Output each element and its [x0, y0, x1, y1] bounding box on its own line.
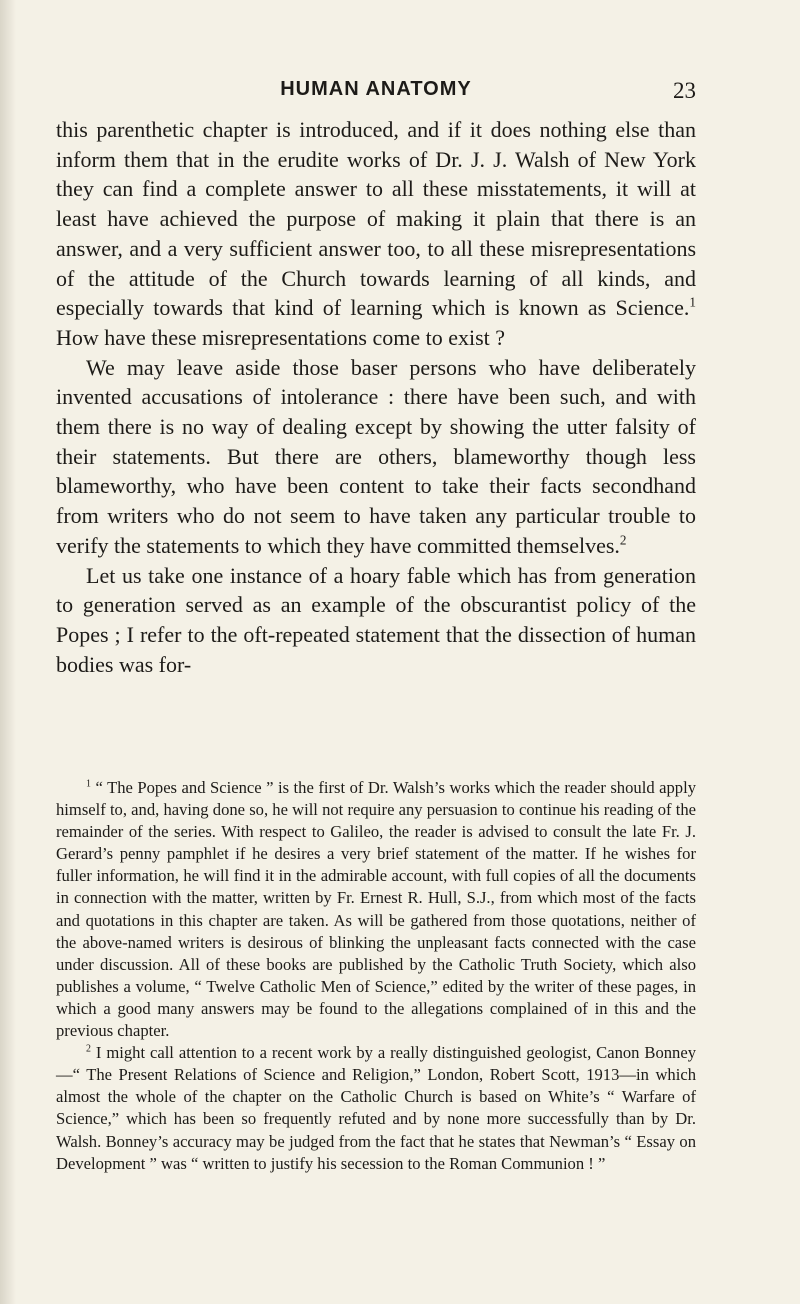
- running-title: HUMAN ANATOMY: [280, 78, 472, 100]
- footnote-ref-2: 2: [619, 532, 627, 548]
- paragraph-3: Let us take one instance of a hoary fable which has from generation to generation served as an example of the obscurantist policy of the Popes ; I refer to the oft-repeated statement that the dissection of human bodies was for-: [56, 562, 696, 677]
- paragraph-2-text: We may leave aside those baser persons who have deliberately invented accusations of intolerance : there have been such, and with them there is no way of dealing except by showing the utter falsity of their statements. But there are others, blameworthy though less blameworthy, who have been content to take their facts secondhand from writers who do not seem to have taken any particular trouble to verify the statements to which they have committed themselves.: [56, 354, 696, 558]
- footnote-ref-1: 1: [689, 294, 696, 310]
- page-header: [56, 78, 696, 108]
- footnote-1-text: “ The Popes and Science ” is the first of Dr. Walsh’s works which the reader should apply himself to, and, having done so, he will not require any persuasion to continue his reading of the remainder of the series. With respect to Galileo, the reader is advised to consult the late Fr. J. Gerard’s penny pamphlet if he desires a very brief statement of the matter. If he wishes for fuller information, he will find it in the admirable account, with full copies of all the documents in connection with the matter, written by Fr. Ernest R. Hull, S.J., from which most of the facts and quotations in this chapter are taken. As will be gathered from those quotations, neither of the above-named writers is desirous of blinking the unpleasant facts connected with the case under discussion. All of these books are published by the Catholic Truth Society, which also publishes a volume, “ Twelve Catholic Men of Science,” edited by the writer of these pages, in which a good many answers may be found to the allegations complained of in this and the previous chapter.: [56, 778, 696, 1041]
- footnote-marker-1: 1: [86, 778, 91, 790]
- page-edge: [0, 0, 16, 1304]
- footnotes: [56, 777, 696, 1175]
- footnote-2-text: I might call attention to a recent work by a really distinguished geologist, Canon Bonney—“ The Present Relations of Science and Religion,” London, Robert Scott, 1913—in which almost the whole of the chapter on the Catholic Church is based on White’s “ Warfare of Science,” which has been so frequently refuted and by none more successfully than by Dr. Walsh. Bonney’s accuracy may be judged from the fact that he states that Newman’s “ Essay on Development ” was “ written to justify his secession to the Roman Communion ! ”: [56, 1043, 696, 1173]
- footnote-2: [56, 1042, 696, 1175]
- footnote-marker-2: 2: [86, 1043, 91, 1055]
- main-text: [56, 115, 696, 679]
- paragraph-2: [56, 353, 696, 561]
- paragraph-1-tail: How have these misrepresentations come to exist ?: [56, 324, 506, 350]
- paragraph-1-text: this parenthetic chapter is introduced, and if it does nothing else than inform them that in the erudite works of Dr. J. J. Walsh of New York they can find a complete answer to all these misstatements, it will at least have achieved the purpose of making it plain that there is an answer, and a very sufficient answer too, to all these misrepresentations of the attitude of the Church towards learning of all kinds, and especially towards that kind of learning which is known as Science.: [56, 117, 696, 321]
- footnote-1: [56, 777, 696, 1042]
- page-number: 23: [673, 78, 696, 103]
- paragraph-1: [56, 115, 696, 353]
